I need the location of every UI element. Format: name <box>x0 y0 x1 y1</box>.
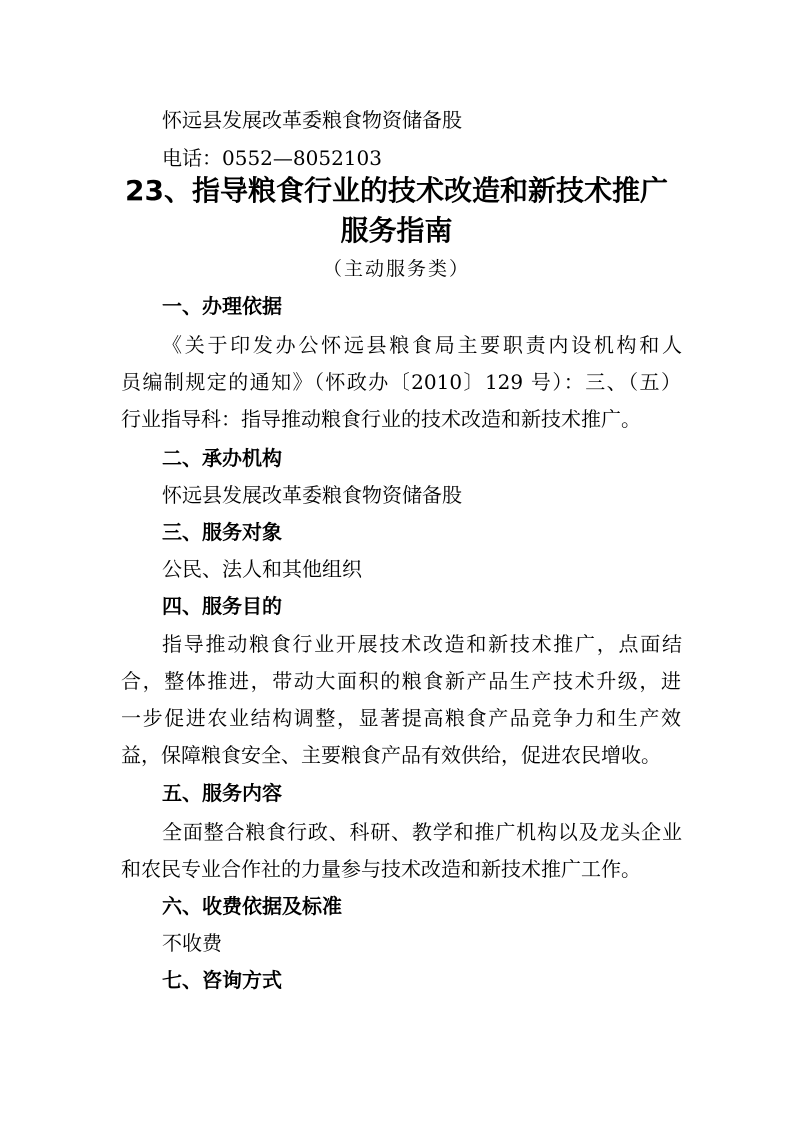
section-heading-target: 三、服务对象 <box>162 520 282 544</box>
page-title-line-1: 23、指导粮食行业的技术改造和新技术推广 <box>125 174 668 207</box>
section-heading-consult: 七、咨询方式 <box>162 968 282 992</box>
section-heading-fees: 六、收费依据及标准 <box>162 894 342 918</box>
phone-number: 电话：0552—8052103 <box>162 146 382 170</box>
org-name: 怀远县发展改革委粮食物资储备股 <box>162 108 462 132</box>
section-text-line: 指导推动粮食行业开展技术改造和新技术推广，点面结 <box>162 632 682 656</box>
section-text-line: 一步促进农业结构调整，显著提高粮食产品竞争力和生产效 <box>121 706 681 730</box>
section-heading-basis: 一、办理依据 <box>162 294 282 318</box>
section-text-line: 和农民专业合作社的力量参与技术改造和新技术推广工作。 <box>121 857 641 881</box>
section-heading-purpose: 四、服务目的 <box>162 594 282 618</box>
section-text-line: 公民、法人和其他组织 <box>162 557 362 581</box>
section-text-line: 《关于印发办公怀远县粮食局主要职责内设机构和人 <box>162 333 682 357</box>
section-text-line: 不收费 <box>162 931 222 955</box>
section-heading-agency: 二、承办机构 <box>162 446 282 470</box>
section-text-line: 员编制规定的通知》（怀政办〔2010〕129 号）：三、（五） <box>121 370 681 394</box>
section-text-line: 合，整体推进，带动大面积的粮食新产品生产技术升级，进 <box>121 669 681 693</box>
section-text-line: 全面整合粮食行政、科研、教学和推广机构以及龙头企业 <box>162 820 682 844</box>
section-text-line: 益，保障粮食安全、主要粮食产品有效供给，促进农民增收。 <box>121 743 661 767</box>
page-title-line-2: 服务指南 <box>340 214 453 247</box>
section-text-line: 怀远县发展改革委粮食物资储备股 <box>162 483 462 507</box>
section-heading-content: 五、服务内容 <box>162 781 282 805</box>
section-text-line: 行业指导科：指导推动粮食行业的技术改造和新技术推广。 <box>121 407 641 431</box>
page-subtitle: （主动服务类） <box>322 258 470 280</box>
